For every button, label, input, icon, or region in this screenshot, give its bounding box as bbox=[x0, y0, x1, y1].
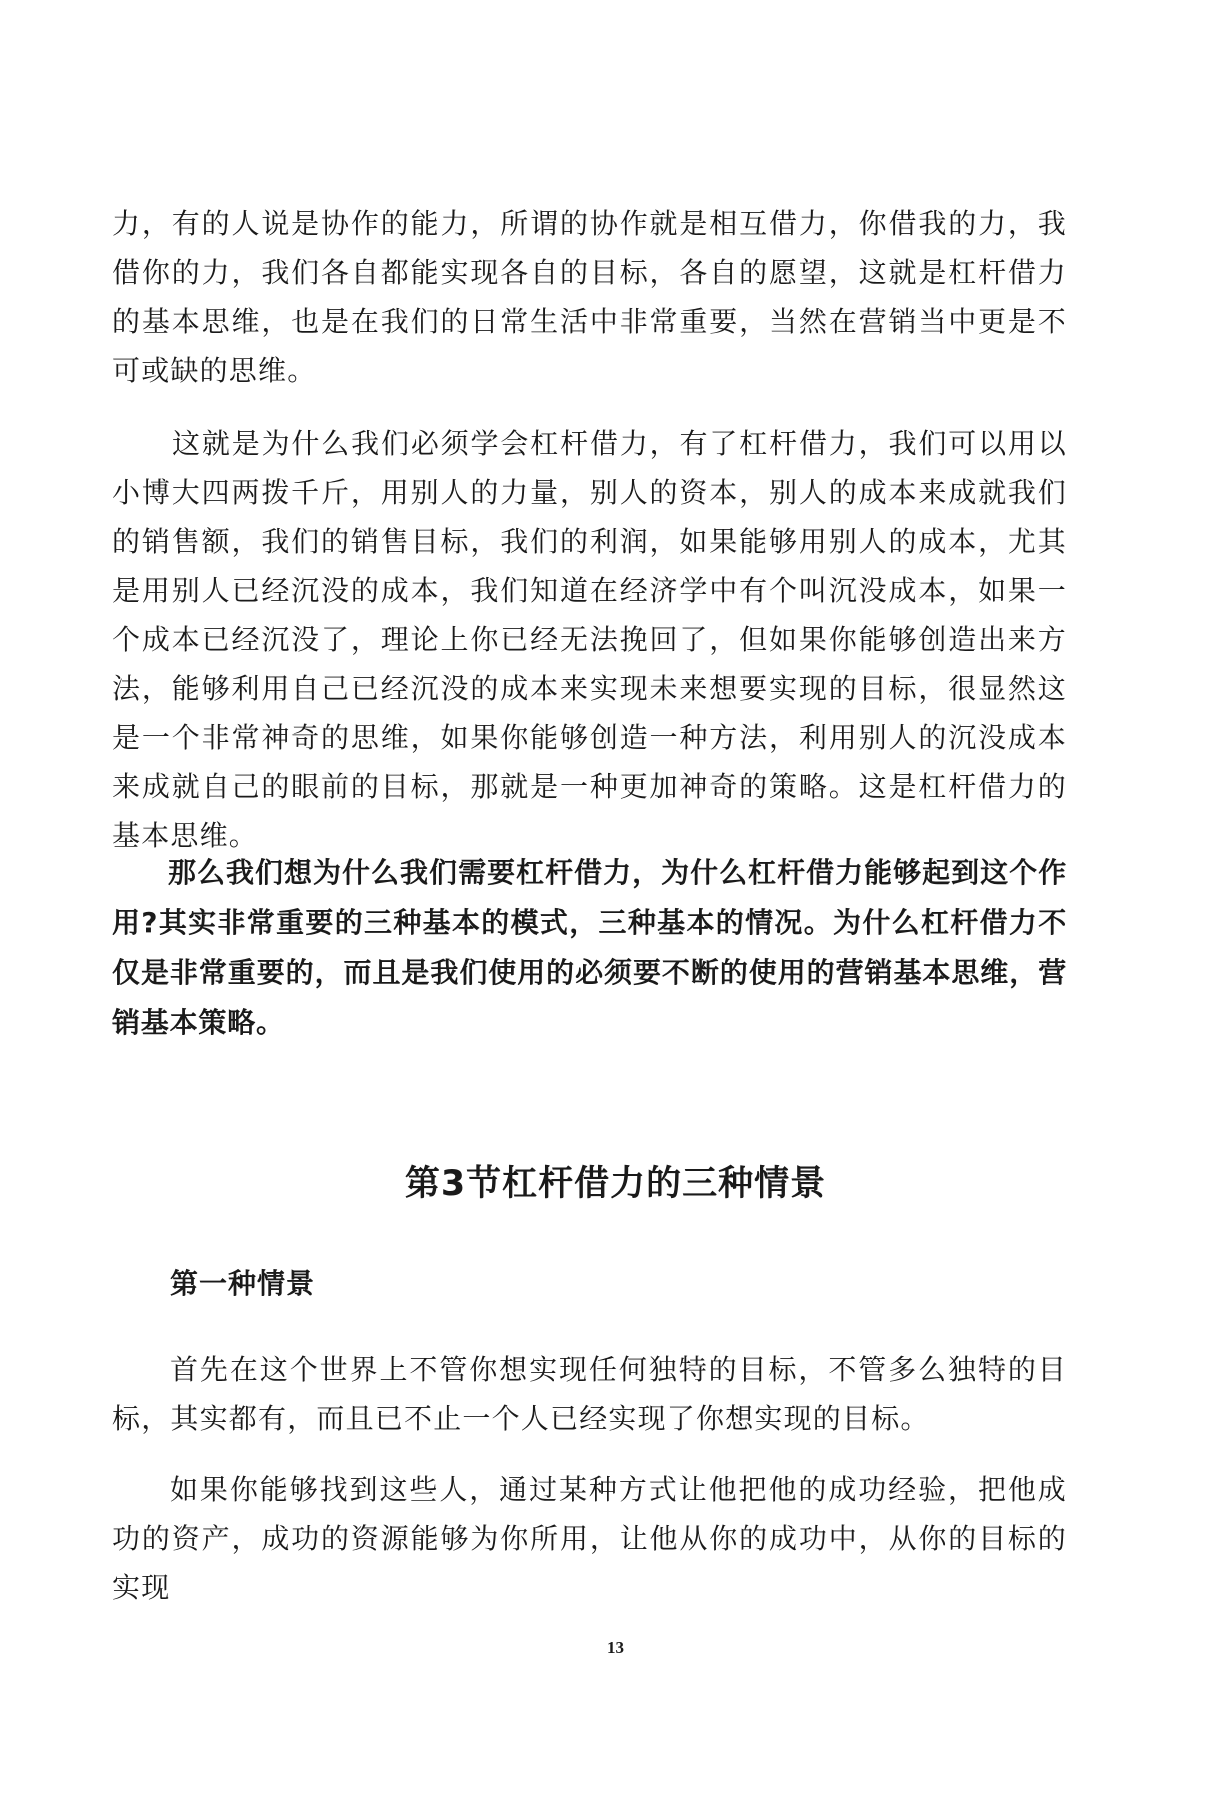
body-paragraph: 这就是为什么我们必须学会杠杆借力，有了杠杆借力，我们可以用以小博大四两拨千斤，用别人的力量，别人的资本，别人的成本来成就我们的销售额，我们的销售目标，我们的利润，如果能够用别人的成本，尤其是用别人已经沉没的成本，我们知道在经济学中有个叫沉没成本，如果一个成本已经沉没了，理论上你已经无法挽回了，但如果你能够创造出来方法，能够利用自己已经沉没的成本来实现未来想要实现的目标，很显然这是一个非常神奇的思维，如果你能够创造一种方法，利用别人的沉没成本来成就自己的眼前的目标，那就是一种更加神奇的策略。这是杠杆借力的基本思维。 bbox=[112, 427, 1067, 852]
page-number: 13 bbox=[607, 1638, 624, 1657]
body-paragraph: 如果你能够找到这些人，通过某种方式让他把他的成功经验，把他成功的资产，成功的资源能够为你所用，让他从你的成功中，从你的目标的实现 bbox=[112, 1473, 1067, 1604]
subsection-title: 第一种情景 bbox=[170, 1267, 316, 1300]
section-title: 第3节杠杆借力的三种情景 bbox=[404, 1164, 827, 1204]
body-paragraph: 力，有的人说是协作的能力，所谓的协作就是相互借力，你借我的力，我借你的力，我们各自都能实现各自的目标，各自的愿望，这就是杠杆借力的基本思维，也是在我们的日常生活中非常重要，当然在营销当中更是不可或缺的思维。 bbox=[112, 207, 1067, 387]
body-paragraph: 首先在这个世界上不管你想实现任何独特的目标，不管多么独特的目标，其实都有，而且已不止一个人已经实现了你想实现的目标。 bbox=[112, 1353, 1067, 1435]
bold-paragraph: 那么我们想为什么我们需要杠杆借力，为什么杠杆借力能够起到这个作用?其实非常重要的三种基本的模式，三种基本的情况。为什么杠杆借力不仅是非常重要的，而且是我们使用的必须要不断的使用的营销基本思维，营销基本策略。 bbox=[112, 856, 1067, 1039]
